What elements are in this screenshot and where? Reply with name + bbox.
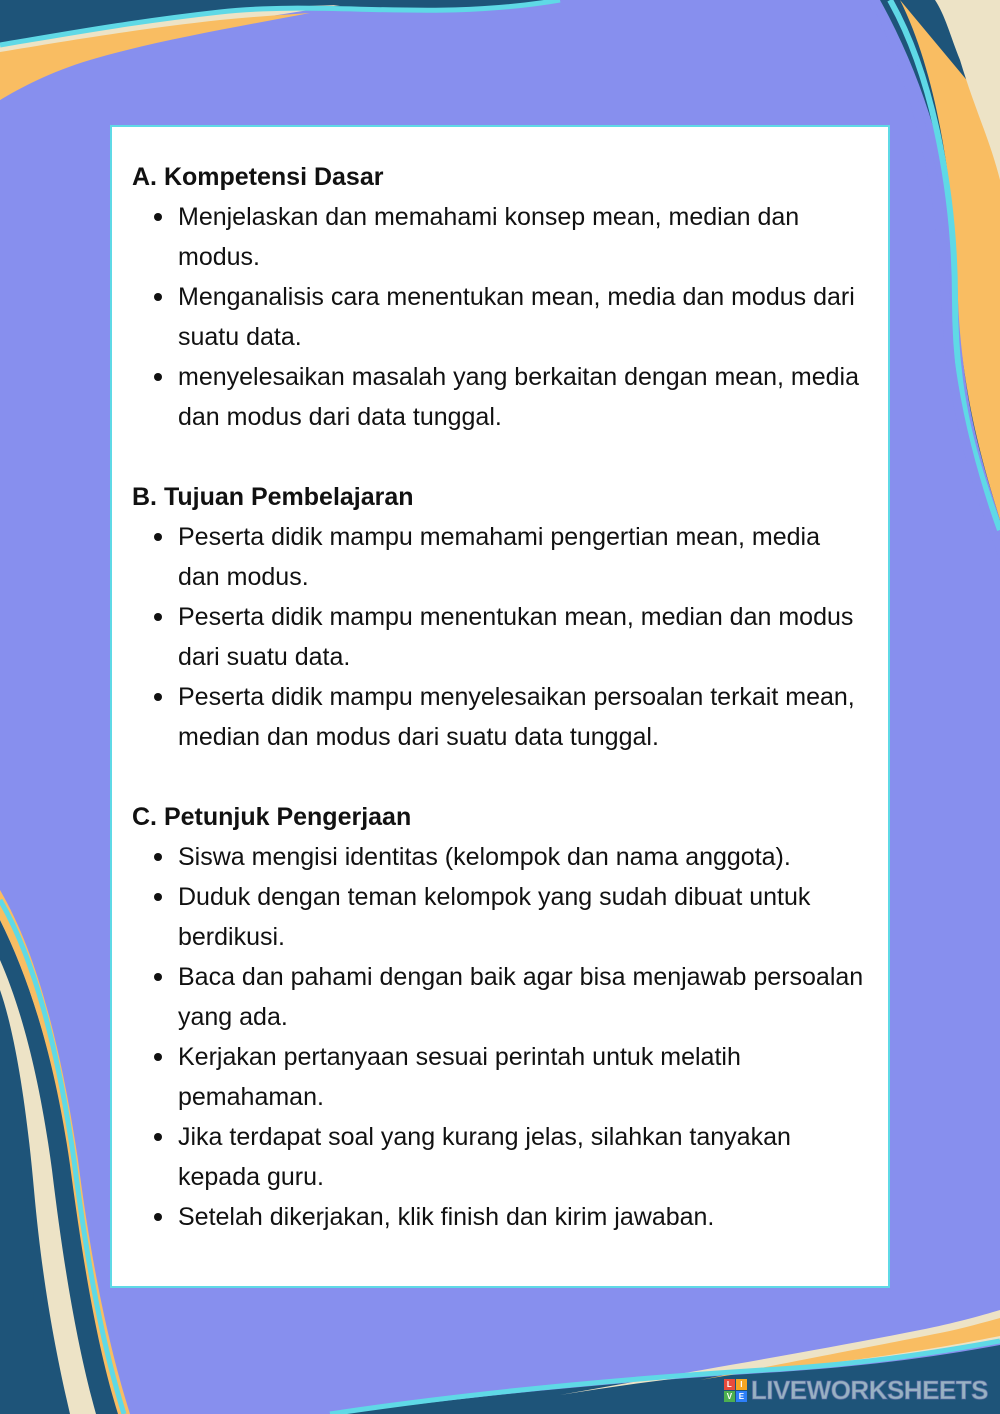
bullet-icon bbox=[154, 373, 162, 381]
bullet-icon bbox=[154, 293, 162, 301]
list-item bbox=[132, 877, 868, 957]
bullet-icon bbox=[154, 1053, 162, 1061]
list-item bbox=[132, 277, 868, 357]
bullet-icon bbox=[154, 1213, 162, 1221]
list-item-text: Peserta didik mampu menentukan mean, median dan modus dari suatu data. bbox=[178, 603, 854, 671]
list-item-text: Kerjakan pertanyaan sesuai perintah untuk melatih pemahaman. bbox=[178, 1043, 741, 1111]
bullet-icon bbox=[154, 213, 162, 221]
list-item bbox=[132, 677, 868, 757]
logo-letter: L bbox=[724, 1379, 735, 1390]
bullet-list bbox=[132, 197, 868, 437]
list-item bbox=[132, 357, 868, 437]
bullet-icon bbox=[154, 853, 162, 861]
section-heading: B. Tujuan Pembelajaran bbox=[132, 483, 414, 511]
watermark-text: LIVEWORKSHEETS bbox=[750, 1375, 988, 1405]
liveworksheets-watermark bbox=[724, 1375, 988, 1406]
list-item bbox=[132, 197, 868, 277]
list-item bbox=[132, 597, 868, 677]
list-item bbox=[132, 837, 868, 877]
section-heading: A. Kompetensi Dasar bbox=[132, 163, 384, 191]
bullet-icon bbox=[154, 533, 162, 541]
bullet-icon bbox=[154, 893, 162, 901]
list-item-text: Jika terdapat soal yang kurang jelas, silahkan tanyakan kepada guru. bbox=[178, 1123, 791, 1191]
bullet-icon bbox=[154, 613, 162, 621]
list-item-text: Baca dan pahami dengan baik agar bisa menjawab persoalan yang ada. bbox=[178, 963, 864, 1031]
list-item-text: Menganalisis cara menentukan mean, media dan modus dari suatu data. bbox=[178, 283, 855, 351]
list-item bbox=[132, 1197, 868, 1237]
section-kompetensi-dasar bbox=[132, 157, 868, 437]
bullet-list bbox=[132, 517, 868, 757]
list-item-text: Setelah dikerjakan, klik finish dan kirim jawaban. bbox=[178, 1203, 715, 1231]
list-item-text: Duduk dengan teman kelompok yang sudah dibuat untuk berdikusi. bbox=[178, 883, 811, 951]
list-item-text: menyelesaikan masalah yang berkaitan dengan mean, media dan modus dari data tunggal. bbox=[178, 363, 859, 431]
list-item bbox=[132, 1117, 868, 1197]
list-item-text: Peserta didik mampu menyelesaikan persoalan terkait mean, median dan modus dari suatu data tunggal. bbox=[178, 683, 855, 751]
list-item bbox=[132, 1037, 868, 1117]
list-item-text: Menjelaskan dan memahami konsep mean, median dan modus. bbox=[178, 203, 800, 271]
list-item-text: Siswa mengisi identitas (kelompok dan nama anggota). bbox=[178, 843, 791, 871]
list-item bbox=[132, 957, 868, 1037]
bullet-list bbox=[132, 837, 868, 1237]
liveworksheets-logo-icon bbox=[724, 1379, 747, 1402]
bullet-icon bbox=[154, 1133, 162, 1141]
bullet-icon bbox=[154, 693, 162, 701]
content-card bbox=[110, 125, 890, 1288]
logo-letter: V bbox=[724, 1391, 735, 1402]
logo-letter: I bbox=[736, 1379, 747, 1390]
section-tujuan-pembelajaran bbox=[132, 477, 868, 757]
list-item-text: Peserta didik mampu memahami pengertian mean, media dan modus. bbox=[178, 523, 820, 591]
section-heading: C. Petunjuk Pengerjaan bbox=[132, 803, 412, 831]
bullet-icon bbox=[154, 973, 162, 981]
section-petunjuk-pengerjaan bbox=[132, 797, 868, 1237]
list-item bbox=[132, 517, 868, 597]
logo-letter: E bbox=[736, 1391, 747, 1402]
